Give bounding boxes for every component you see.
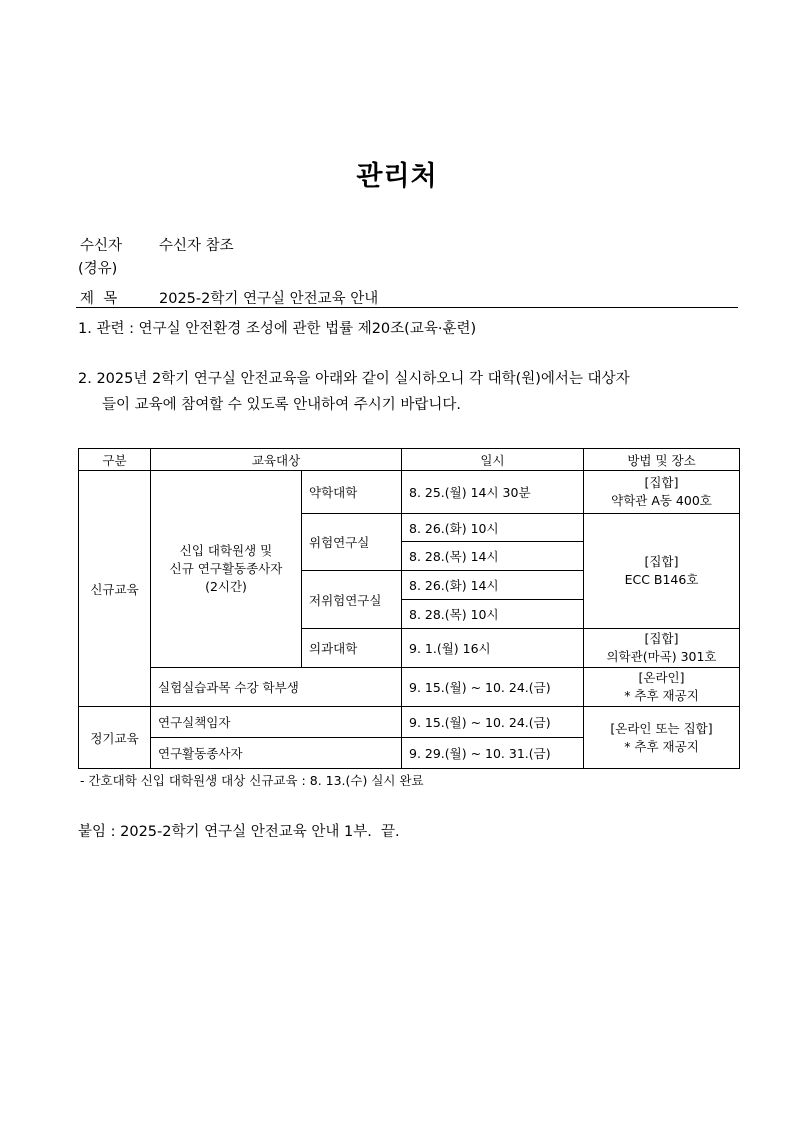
table-row bbox=[79, 707, 740, 738]
attachment-line: 붙임 : 2025-2학기 연구실 안전교육 안내 1부. 끝. bbox=[78, 824, 400, 840]
group-line: 신입 대학원생 및 bbox=[179, 543, 273, 558]
target-manager: 연구실책임자 bbox=[151, 707, 402, 738]
method-line: * 추후 재공지 bbox=[624, 738, 699, 754]
header-method: 방법 및 장소 bbox=[584, 449, 740, 471]
recipient-row bbox=[80, 234, 234, 255]
table-footnote: - 간호대학 신입 대학원생 대상 신규교육 : 8. 13.(수) 실시 완료 bbox=[80, 773, 424, 788]
target-danger: 위험연구실 bbox=[302, 514, 402, 571]
subject-label: 제 목 bbox=[80, 291, 118, 307]
subject-divider bbox=[76, 307, 738, 308]
schedule-table bbox=[78, 448, 740, 769]
via-label: (경유) bbox=[78, 261, 118, 277]
recipient-label: 수신자 bbox=[80, 238, 123, 254]
target-medicine: 의과대학 bbox=[302, 629, 402, 668]
method-line: 의학관(마곡) 301호 bbox=[606, 649, 717, 664]
recipient-value: 수신자 참조 bbox=[159, 238, 234, 254]
subject-row bbox=[80, 287, 378, 308]
date-danger-2: 8. 28.(목) 14시 bbox=[402, 542, 584, 571]
method-pharmacy bbox=[584, 471, 740, 514]
subject-value: 2025-2학기 연구실 안전교육 안내 bbox=[159, 291, 379, 307]
category-new: 신규교육 bbox=[79, 471, 151, 707]
date-low-danger-1: 8. 26.(화) 14시 bbox=[402, 571, 584, 600]
method-line: [집합] bbox=[644, 631, 679, 646]
target-lab-course: 실험실습과목 수강 학부생 bbox=[151, 668, 402, 707]
method-line: 약학관 A동 400호 bbox=[611, 493, 712, 508]
method-regular bbox=[584, 707, 740, 769]
date-manager: 9. 15.(월) ~ 10. 24.(금) bbox=[402, 707, 584, 738]
date-worker: 9. 29.(월) ~ 10. 31.(금) bbox=[402, 738, 584, 769]
target-worker: 연구활동종사자 bbox=[151, 738, 402, 769]
date-low-danger-2: 8. 28.(목) 10시 bbox=[402, 600, 584, 629]
header-date: 일시 bbox=[402, 449, 584, 471]
document-title: 관리처 bbox=[356, 161, 438, 192]
table-row bbox=[79, 668, 740, 707]
method-line: [온라인 또는 집합] bbox=[610, 720, 713, 736]
category-regular: 정기교육 bbox=[79, 707, 151, 769]
target-group-new bbox=[151, 471, 302, 668]
paragraph-2-line-2: 들이 교육에 참여할 수 있도록 안내하여 주시기 바랍니다. bbox=[102, 397, 462, 413]
date-medicine: 9. 1.(월) 16시 bbox=[402, 629, 584, 668]
target-pharmacy: 약학대학 bbox=[302, 471, 402, 514]
group-line: (2시간) bbox=[205, 579, 247, 594]
table-header-row bbox=[79, 449, 740, 471]
header-category: 구분 bbox=[79, 449, 151, 471]
method-line: [집합] bbox=[644, 554, 679, 569]
method-line: ECC B146호 bbox=[624, 572, 699, 587]
method-line: [온라인] bbox=[638, 670, 685, 685]
header-target: 교육대상 bbox=[151, 449, 402, 471]
target-low-danger: 저위험연구실 bbox=[302, 571, 402, 629]
group-line: 신규 연구활동종사자 bbox=[169, 561, 283, 576]
paragraph-2-line-1: 2. 2025년 2학기 연구실 안전교육을 아래와 같이 실시하오니 각 대학(원)에서는 대상자 bbox=[78, 371, 630, 387]
date-pharmacy: 8. 25.(월) 14시 30분 bbox=[402, 471, 584, 514]
method-line: * 추후 재공지 bbox=[624, 688, 699, 703]
method-lab-course bbox=[584, 668, 740, 707]
paragraph-1: 1. 관련 : 연구실 안전환경 조성에 관한 법률 제20조(교육·훈련) bbox=[78, 321, 477, 337]
date-danger-1: 8. 26.(화) 10시 bbox=[402, 514, 584, 542]
method-ecc bbox=[584, 514, 740, 629]
method-line: [집합] bbox=[644, 475, 679, 490]
table-row bbox=[79, 471, 740, 514]
date-lab-course: 9. 15.(월) ~ 10. 24.(금) bbox=[402, 668, 584, 707]
method-medicine bbox=[584, 629, 740, 668]
